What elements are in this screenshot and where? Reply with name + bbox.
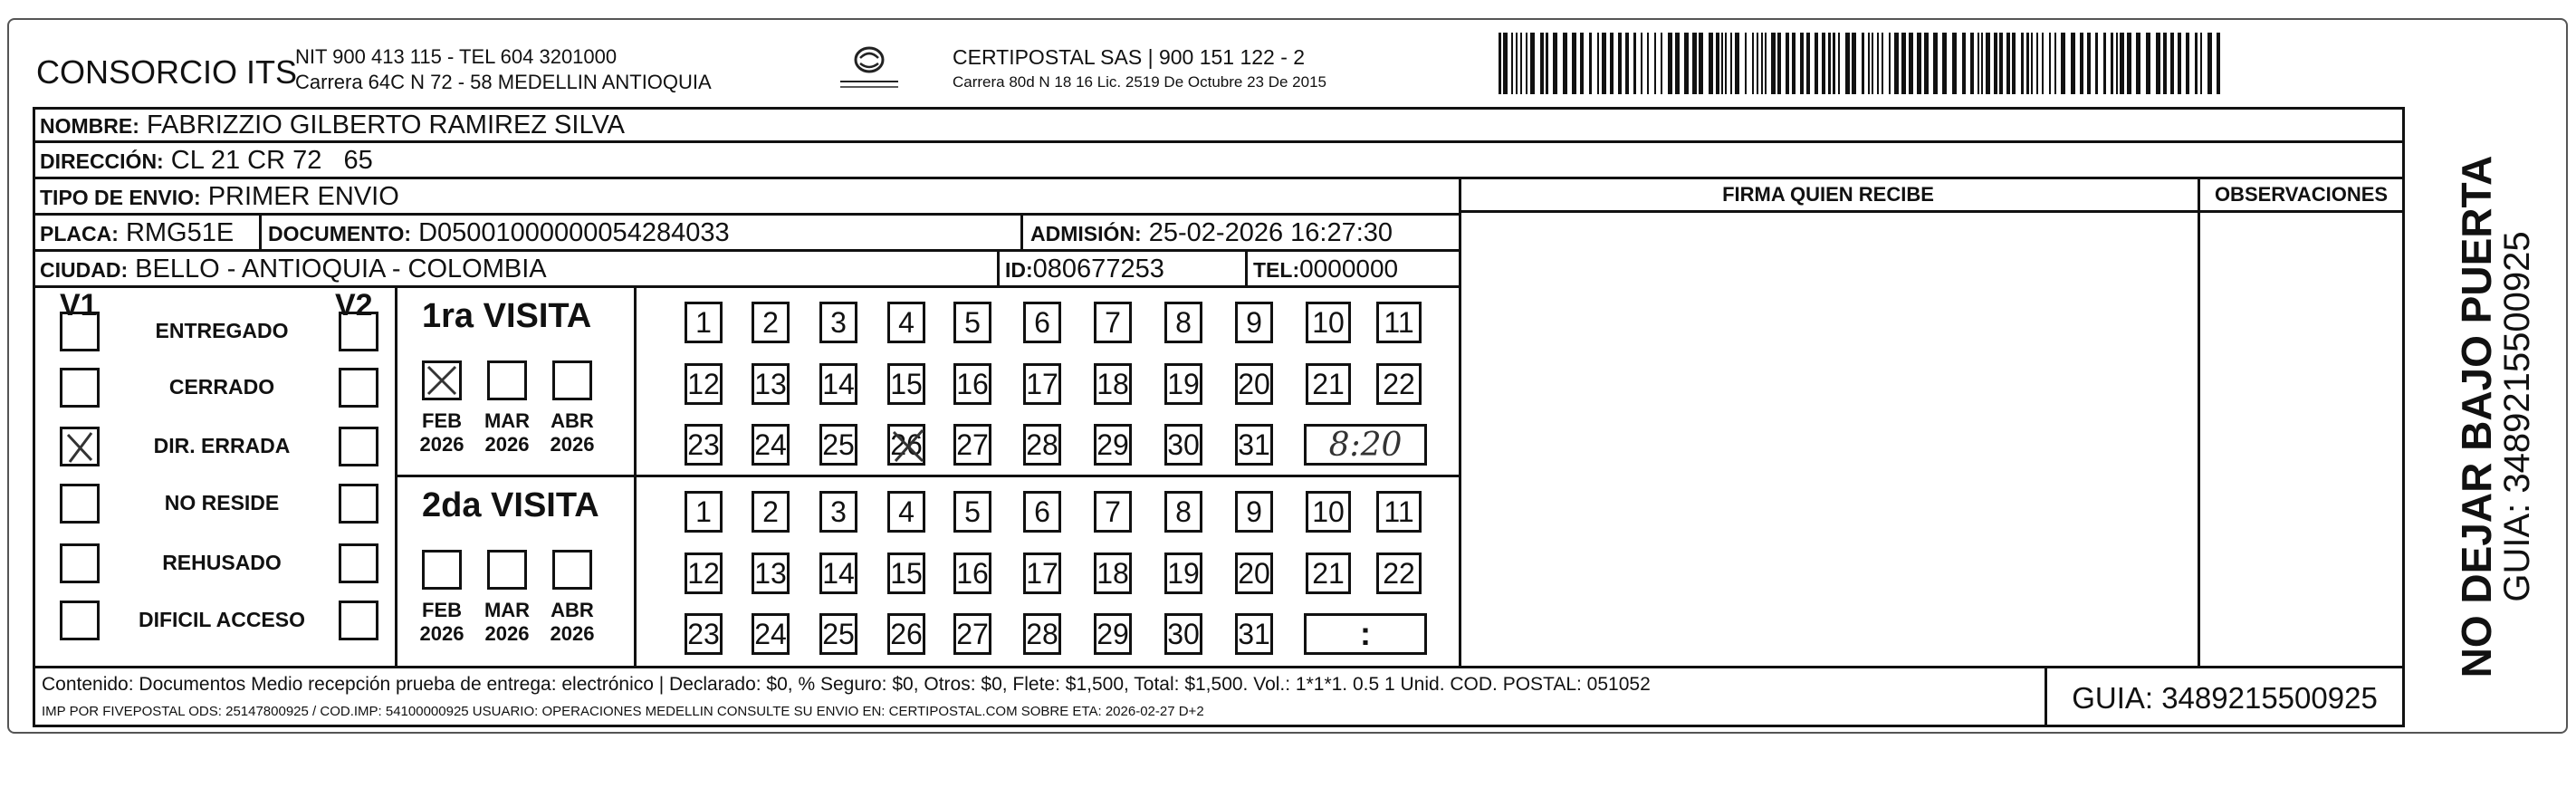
visit-2-day-21[interactable] <box>1306 553 1351 594</box>
rule-obs-left <box>2198 177 2200 666</box>
visit-2-day-1[interactable] <box>685 491 723 533</box>
reason-label: ENTREGADO <box>155 319 289 342</box>
tel-value: 0000000 <box>1299 255 1399 283</box>
ciudad-label: CIUDAD: <box>40 258 129 282</box>
visit-1-month-checkbox-mar[interactable] <box>487 360 527 400</box>
day-number: 10 <box>1312 305 1345 339</box>
visit-1-day-1[interactable] <box>685 302 723 343</box>
year-label: 2026 <box>550 622 595 645</box>
v2-checkbox-dir-errada[interactable] <box>339 427 378 466</box>
day-number: 16 <box>956 367 989 400</box>
rule-top <box>33 107 2405 110</box>
day-number: 4 <box>898 305 915 339</box>
rule-doc-adm <box>1020 216 1023 250</box>
day-number: 22 <box>1383 556 1415 590</box>
visit-2-day-19[interactable] <box>1164 553 1202 594</box>
visit-1-day-12[interactable] <box>685 363 723 405</box>
visit-1-month-checkbox-abr[interactable] <box>552 360 592 400</box>
visit-1-time-box[interactable] <box>1304 424 1427 466</box>
rule-id-tel <box>1245 252 1248 286</box>
day-number: 8 <box>1175 305 1192 339</box>
visit-1-day-29[interactable] <box>1094 424 1132 466</box>
visit-1-day-25[interactable] <box>819 424 857 466</box>
day-number: 5 <box>964 495 981 528</box>
day-number: 28 <box>1026 617 1058 650</box>
v2-label: V2 <box>335 288 373 322</box>
day-number: 3 <box>830 495 847 528</box>
id-field <box>1005 256 1164 283</box>
visit-1-day-9[interactable] <box>1235 302 1273 343</box>
visit-1-day-28[interactable] <box>1023 424 1061 466</box>
rule-left <box>33 107 35 727</box>
visit-2-day-17[interactable] <box>1023 553 1061 594</box>
reason-label: DIFICIL ACCESO <box>138 608 305 631</box>
v2-checkbox-cerrado[interactable] <box>339 368 378 408</box>
rule-nombre <box>33 140 2405 143</box>
visit-2-month-checkbox-mar[interactable] <box>487 550 527 590</box>
rule-placa-doc <box>259 216 262 250</box>
side-guia: GUIA: 3489215500925 <box>2497 231 2537 602</box>
visit-1-day-22[interactable] <box>1376 363 1422 405</box>
day-cross-mark <box>890 427 928 465</box>
footer-line-1: Contenido: Documentos Medio recepción prueba de entrega: electrónico | Declarado: $0, % Seguro: $0, Otros: $0, Flete: $1,500, Total: $1,500. Vol.: 1*1*1. 0.5 1 Unid. COD. POSTAL: 051052 <box>42 674 1651 695</box>
day-number: 16 <box>956 556 989 590</box>
visit-2-day-18[interactable] <box>1094 553 1132 594</box>
day-number: 13 <box>754 556 787 590</box>
visit-1-day-4[interactable] <box>887 302 925 343</box>
visit-2-day-29[interactable] <box>1094 613 1132 655</box>
year-label: 2026 <box>484 433 530 456</box>
visit-2-day-22[interactable] <box>1376 553 1422 594</box>
visit-2-day-10[interactable] <box>1306 491 1351 533</box>
visit-2-day-28[interactable] <box>1023 613 1061 655</box>
day-number: 15 <box>890 556 923 590</box>
rule-direccion <box>33 177 2405 179</box>
visit-1-day-14[interactable] <box>819 363 857 405</box>
day-number: 25 <box>822 428 855 461</box>
visit-1-day-26[interactable] <box>887 424 925 466</box>
day-number: 11 <box>1384 495 1414 528</box>
visit-2-day-4[interactable] <box>887 491 925 533</box>
day-number: 24 <box>754 428 787 461</box>
rule-tipo <box>33 213 1459 216</box>
placa-label: PLACA: <box>40 222 119 245</box>
visit-1-day-23[interactable] <box>685 424 723 466</box>
day-number: 9 <box>1246 495 1262 528</box>
day-number: 25 <box>822 617 855 650</box>
observaciones-header: OBSERVACIONES <box>2214 183 2389 206</box>
visit-1-day-11[interactable] <box>1376 302 1422 343</box>
company-name: CONSORCIO ITS <box>36 53 298 91</box>
v2-checkbox-entregado[interactable] <box>339 312 378 351</box>
day-number: 7 <box>1105 305 1121 339</box>
visit-2-day-14[interactable] <box>819 553 857 594</box>
day-number: 12 <box>687 556 720 590</box>
visit-2-time-value: : <box>1360 615 1371 652</box>
day-number: 22 <box>1383 367 1415 400</box>
reason-label: DIR. ERRADA <box>153 434 291 457</box>
visit-1-day-24[interactable] <box>752 424 790 466</box>
day-number: 21 <box>1312 367 1345 400</box>
v1-checkbox-cerrado[interactable] <box>60 368 100 408</box>
admision-field <box>1030 220 1393 246</box>
id-value: 080677253 <box>1032 255 1164 283</box>
visit-2-day-5[interactable] <box>953 491 991 533</box>
visit-2-time-box[interactable] <box>1304 613 1427 655</box>
nombre-label: NOMBRE: <box>40 114 139 138</box>
day-number: 20 <box>1238 367 1270 400</box>
visit-1-day-20[interactable] <box>1235 363 1273 405</box>
visit-2-day-23[interactable] <box>685 613 723 655</box>
day-number: 19 <box>1167 556 1200 590</box>
footer-guia: GUIA: 3489215500925 <box>2072 681 2378 715</box>
visit-2-day-8[interactable] <box>1164 491 1202 533</box>
company-line-1: NIT 900 413 115 - TEL 604 3201000 <box>295 45 618 68</box>
day-number: 31 <box>1238 428 1270 461</box>
day-number: 19 <box>1167 367 1200 400</box>
v2-checkbox-rehusado[interactable] <box>339 543 378 583</box>
day-number: 21 <box>1312 556 1345 590</box>
side-warning: NO DEJAR BAJO PUERTA <box>2453 155 2500 678</box>
visit-2-day-24[interactable] <box>752 613 790 655</box>
v2-checkbox-no-reside[interactable] <box>339 484 378 524</box>
reason-label: NO RESIDE <box>164 491 280 514</box>
visit-2-day-20[interactable] <box>1235 553 1273 594</box>
visit-1-day-31[interactable] <box>1235 424 1273 466</box>
rule-ciudad-id <box>997 252 1000 286</box>
visit-2-day-26[interactable] <box>887 613 925 655</box>
day-number: 14 <box>822 367 855 400</box>
day-number: 23 <box>687 617 720 650</box>
firma-header: FIRMA QUIEN RECIBE <box>1722 183 1934 206</box>
v1-label: V1 <box>60 288 98 322</box>
visit-1-month-checkbox-feb[interactable] <box>422 360 462 400</box>
day-number: 5 <box>964 305 981 339</box>
documento-value: D05001000000054284033 <box>418 218 730 247</box>
visit-2-day-6[interactable] <box>1023 491 1061 533</box>
visit-2-day-15[interactable] <box>887 553 925 594</box>
visit-1-day-30[interactable] <box>1164 424 1202 466</box>
day-number: 1 <box>695 495 712 528</box>
visit-1-title: 1ra VISITA <box>422 297 592 335</box>
nombre-value: FABRIZZIO GILBERTO RAMIREZ SILVA <box>146 111 625 139</box>
year-label: 2026 <box>419 622 464 645</box>
placa-field <box>40 220 234 246</box>
tipo-value: PRIMER ENVIO <box>207 182 399 211</box>
admision-value: 25-02-2026 16:27:30 <box>1148 218 1393 247</box>
day-number: 26 <box>890 428 923 461</box>
visit-2-day-16[interactable] <box>953 553 991 594</box>
day-number: 30 <box>1167 617 1200 650</box>
day-number: 8 <box>1175 495 1192 528</box>
direccion-value: CL 21 CR 72 65 <box>170 146 373 175</box>
day-number: 10 <box>1312 495 1345 528</box>
ciudad-field <box>40 256 547 283</box>
day-number: 11 <box>1384 305 1414 339</box>
visit-2-day-31[interactable] <box>1235 613 1273 655</box>
day-number: 26 <box>890 617 923 650</box>
company-line-2: Carrera 64C N 72 - 58 MEDELLIN ANTIOQUIA <box>295 71 712 93</box>
year-label: 2026 <box>419 433 464 456</box>
day-number: 4 <box>898 495 915 528</box>
rule-bottom <box>33 725 2405 727</box>
visit-1-day-13[interactable] <box>752 363 790 405</box>
day-number: 29 <box>1096 617 1129 650</box>
visit-1-day-7[interactable] <box>1094 302 1132 343</box>
visit-1-day-2[interactable] <box>752 302 790 343</box>
visit-1-day-19[interactable] <box>1164 363 1202 405</box>
day-number: 28 <box>1026 428 1058 461</box>
day-number: 18 <box>1096 367 1129 400</box>
nombre-field <box>40 112 625 139</box>
placa-value: RMG51E <box>125 218 235 247</box>
day-number: 2 <box>762 305 779 339</box>
day-number: 7 <box>1105 495 1121 528</box>
visit-1-day-3[interactable] <box>819 302 857 343</box>
year-label: 2026 <box>550 433 595 456</box>
month-label: ABR <box>551 599 594 621</box>
direccion-field <box>40 148 373 174</box>
day-number: 29 <box>1096 428 1129 461</box>
visit-1-day-8[interactable] <box>1164 302 1202 343</box>
visit-2-day-2[interactable] <box>752 491 790 533</box>
v2-checkbox-dificil-acceso[interactable] <box>339 601 378 640</box>
visit-2-day-13[interactable] <box>752 553 790 594</box>
month-label: FEB <box>422 409 462 432</box>
day-number: 31 <box>1238 617 1270 650</box>
visit-1-day-15[interactable] <box>887 363 925 405</box>
visit-2-day-25[interactable] <box>819 613 857 655</box>
day-number: 13 <box>754 367 787 400</box>
visit-2-day-27[interactable] <box>953 613 991 655</box>
day-number: 20 <box>1238 556 1270 590</box>
visit-1-day-10[interactable] <box>1306 302 1351 343</box>
day-number: 12 <box>687 367 720 400</box>
certipostal-logo <box>833 42 905 92</box>
footer-line-2: IMP POR FIVEPOSTAL ODS: 25147800925 / COD.IMP: 54100000925 USUARIO: OPERACIONES MEDELLIN CONSULTE SU ENVIO EN: CERTIPOSTAL.COM SOBRE ETA: 2026-02-27 D+2 <box>42 704 1204 719</box>
day-number: 24 <box>754 617 787 650</box>
day-number: 9 <box>1246 305 1262 339</box>
visit-1-day-27[interactable] <box>953 424 991 466</box>
month-label: MAR <box>484 599 531 621</box>
visit-2-day-30[interactable] <box>1164 613 1202 655</box>
visit-2-day-7[interactable] <box>1094 491 1132 533</box>
visit-2-day-12[interactable] <box>685 553 723 594</box>
day-number: 27 <box>956 428 989 461</box>
day-number: 18 <box>1096 556 1129 590</box>
direccion-label: DIRECCIÓN: <box>40 149 164 173</box>
rule-right <box>2402 107 2405 727</box>
rule-footer <box>33 666 2405 668</box>
tel-label: TEL: <box>1253 258 1300 282</box>
day-number: 23 <box>687 428 720 461</box>
visit-2-day-11[interactable] <box>1376 491 1422 533</box>
v1-checkbox-dir-errada[interactable] <box>60 427 100 466</box>
tipo-label: TIPO DE ENVIO: <box>40 186 201 209</box>
v1-checkbox-no-reside[interactable] <box>60 484 100 524</box>
rule-visit-split <box>395 475 1459 477</box>
day-number: 3 <box>830 305 847 339</box>
visit-2-title: 2da VISITA <box>422 486 599 524</box>
rule-firma-left <box>1459 177 1461 666</box>
visit-2-month-checkbox-abr[interactable] <box>552 550 592 590</box>
rule-firma-head <box>1459 210 2405 213</box>
year-label: 2026 <box>484 622 530 645</box>
visit-2-day-9[interactable] <box>1235 491 1273 533</box>
visit-1-day-16[interactable] <box>953 363 991 405</box>
tel-field <box>1253 256 1398 282</box>
visit-1-day-6[interactable] <box>1023 302 1061 343</box>
day-number: 2 <box>762 495 779 528</box>
day-number: 1 <box>695 305 712 339</box>
day-number: 15 <box>890 367 923 400</box>
visit-2-month-checkbox-feb[interactable] <box>422 550 462 590</box>
day-number: 30 <box>1167 428 1200 461</box>
visit-1-day-5[interactable] <box>953 302 991 343</box>
v1-checkbox-entregado[interactable] <box>60 312 100 351</box>
visit-1-day-17[interactable] <box>1023 363 1061 405</box>
day-number: 14 <box>822 556 855 590</box>
documento-field <box>268 220 730 246</box>
barcode <box>1499 33 2227 94</box>
day-number: 17 <box>1026 367 1058 400</box>
ciudad-value: BELLO - ANTIOQUIA - COLOMBIA <box>135 255 547 283</box>
admision-label: ADMISIÓN: <box>1030 222 1142 245</box>
day-number: 6 <box>1034 495 1050 528</box>
visit-1-time-value: 8:20 <box>1328 426 1403 464</box>
visit-2-day-3[interactable] <box>819 491 857 533</box>
reason-label: REHUSADO <box>162 551 282 574</box>
v1-checkbox-dificil-acceso[interactable] <box>60 601 100 640</box>
carrier-line-2: Carrera 80d N 18 16 Lic. 2519 De Octubre 23 De 2015 <box>953 73 1326 91</box>
visit-1-day-21[interactable] <box>1306 363 1351 405</box>
day-number: 17 <box>1026 556 1058 590</box>
day-number: 27 <box>956 617 989 650</box>
v1-checkbox-rehusado[interactable] <box>60 543 100 583</box>
id-label: ID: <box>1005 258 1033 282</box>
visit-1-day-18[interactable] <box>1094 363 1132 405</box>
day-number: 6 <box>1034 305 1050 339</box>
month-label: MAR <box>484 409 531 432</box>
reason-label: CERRADO <box>168 375 275 399</box>
tipo-field <box>40 184 399 210</box>
month-label: ABR <box>551 409 594 432</box>
month-label: FEB <box>422 599 462 621</box>
documento-label: DOCUMENTO: <box>268 222 412 245</box>
carrier-line-1: CERTIPOSTAL SAS | 900 151 122 - 2 <box>953 45 1306 69</box>
